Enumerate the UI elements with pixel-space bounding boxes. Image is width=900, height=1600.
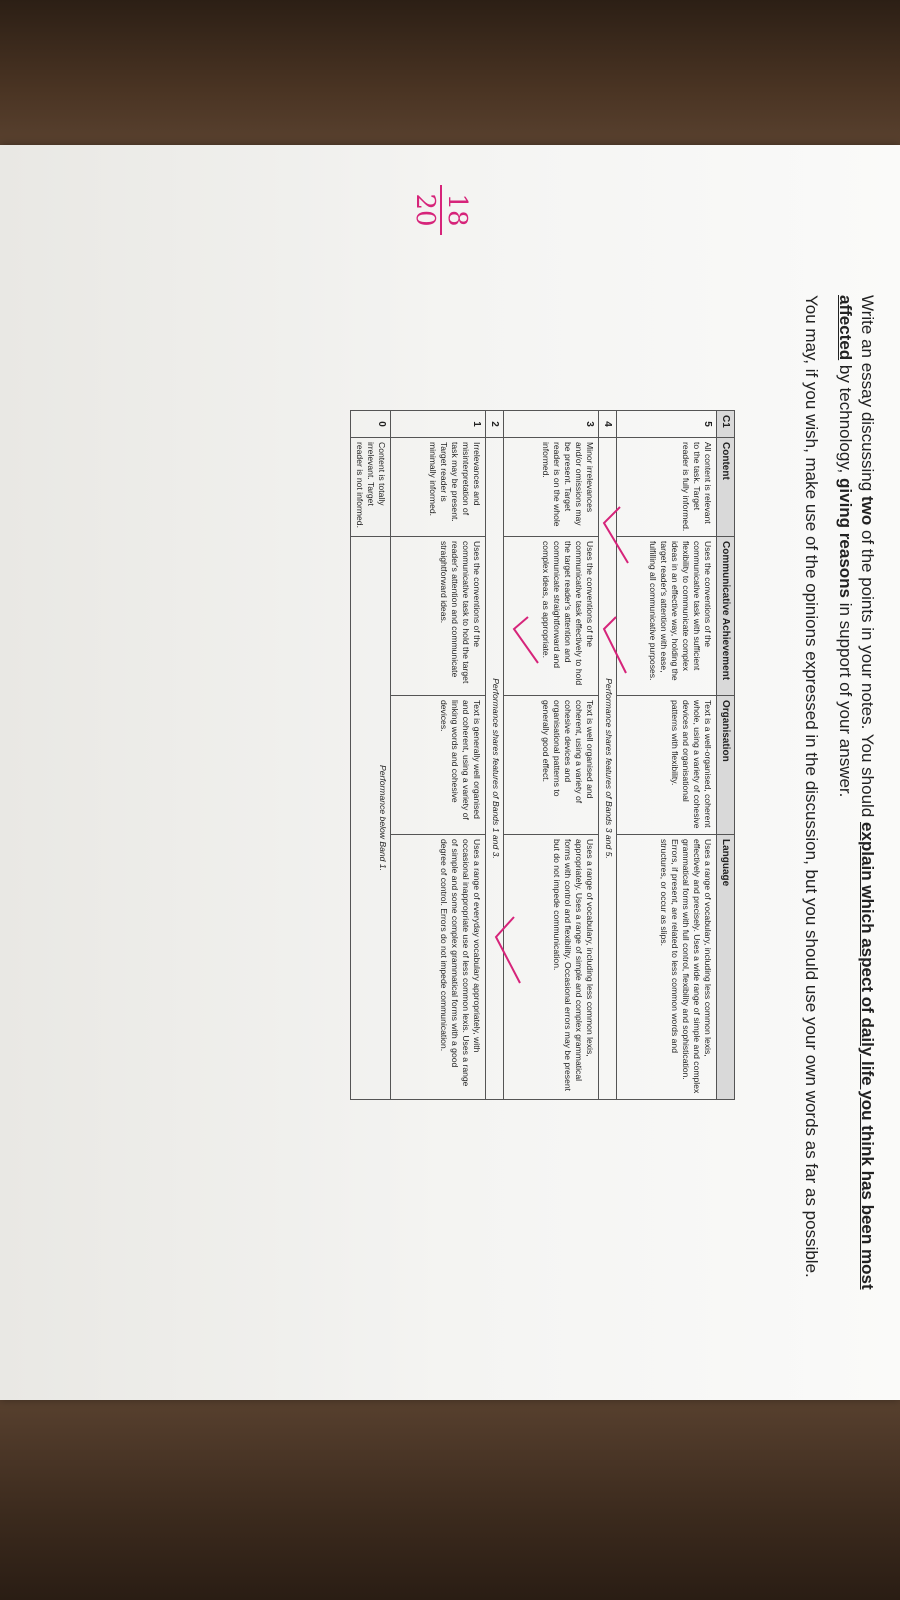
cell-communicative: Uses the conventions of the communicative task to hold the target reader's attention and communicate straightforward ideas.: [391, 537, 486, 696]
band-number: 1: [391, 411, 486, 438]
essay-prompt: [788, 295, 878, 1305]
rotated-page: [0, 145, 900, 1400]
band-number: 3: [504, 411, 599, 438]
checkmark-icon: [492, 915, 522, 985]
header-language: Language: [717, 835, 735, 1100]
cell-content: All content is relevant to the task. Target reader is fully informed.: [617, 438, 717, 537]
band-number: 5: [617, 411, 717, 438]
cell-organisation: Text is well organised and coherent, using a variety of cohesive devices and organisational patterns to generally good effect.: [504, 696, 599, 835]
band-number: 2: [486, 411, 504, 438]
cell-band-note: Performance shares features of Bands 1 and 3.: [486, 438, 504, 1100]
cell-band-note: Performance shares features of Bands 3 and 5.: [599, 438, 617, 1100]
prompt-bold-reasons: giving reasons: [836, 478, 855, 598]
checkmark-icon: [600, 615, 630, 675]
prompt-underlined-explain: explain which aspect of daily life you think has been most affected: [836, 295, 877, 1290]
prompt-text: Write an essay discussing: [858, 295, 877, 496]
score-denominator: 20: [410, 193, 440, 227]
table-row: [504, 411, 599, 1100]
prompt-text: in support of your answer.: [836, 598, 855, 798]
cell-content: Minor irrelevances and/or omissions may be present. Target reader is on the whole informed.: [504, 438, 599, 537]
prompt-paragraph-2: You may, if you wish, make use of the opinions expressed in the discussion, but you should use your own words as far as possible.: [802, 295, 821, 1278]
table-row: [486, 411, 504, 1100]
cell-content: Irrelevances and misinterpretation of task may be present. Target reader is minimally informed.: [391, 438, 486, 537]
table-row: [617, 411, 717, 1100]
band-number: 4: [599, 411, 617, 438]
header-organisation: Organisation: [717, 696, 735, 835]
cell-band-note: Performance below Band 1.: [351, 537, 391, 1100]
cell-communicative: Uses the conventions of the communicative task with sufficient flexibility to communicate complex ideas in an effective way, holding the target reader's attention with ease, fulfilling all communicative purposes.: [617, 537, 717, 696]
cell-communicative: Uses the conventions of the communicative task effectively to hold the target reader's attention and communicate straightforward and complex ideas, as appropriate.: [504, 537, 599, 696]
band-number: 0: [351, 411, 391, 438]
cell-organisation: Text is generally well organised and coherent, using a variety of linking words and cohesive devices.: [391, 696, 486, 835]
paper-sheet: [0, 145, 900, 1400]
cell-language: Uses a range of vocabulary, including less common lexis, effectively and precisely. Uses a wide range of simple and complex grammatical forms with full control, flexibility and sophistication. Errors, if present, are related to less common words and structures, or occur as slips.: [617, 835, 717, 1100]
prompt-text: by technology,: [836, 360, 855, 479]
assessment-scale-table: [350, 410, 735, 1100]
cell-language: Uses a range of everyday vocabulary appropriately, with occasional inappropriate use of less common lexis. Uses a range of simple and some complex grammatical forms with a good degree of control. Errors do not impede communication.: [391, 835, 486, 1100]
checkmark-icon: [600, 505, 630, 565]
cell-content: Content is totally irrelevant. Target reader is not informed.: [351, 438, 391, 537]
header-communicative-achievement: Communicative Achievement: [717, 537, 735, 696]
prompt-text: of the points in your notes. You should: [858, 525, 877, 822]
table-row: [391, 411, 486, 1100]
table-header-row: [717, 411, 735, 1100]
cell-language: Uses a range of vocabulary, including less common lexis, appropriately. Uses a range of simple and complex grammatical forms with control and flexibility. Occasional errors may be present but do not impede communication.: [504, 835, 599, 1100]
header-band: C1: [717, 411, 735, 438]
wood-table-bottom: [0, 1390, 900, 1600]
cell-organisation: Text is a well-organised, coherent whole, using a variety of cohesive devices and organisational patterns with flexibility.: [617, 696, 717, 835]
wood-table-top: [0, 0, 900, 150]
handwritten-score: [410, 175, 470, 245]
table-row: [351, 411, 391, 1100]
prompt-bold-two: two: [858, 495, 877, 526]
checkmark-icon: [510, 615, 540, 665]
header-content: Content: [717, 438, 735, 537]
prompt-paragraph-1: [834, 295, 878, 1305]
score-numerator: 18: [442, 193, 472, 227]
